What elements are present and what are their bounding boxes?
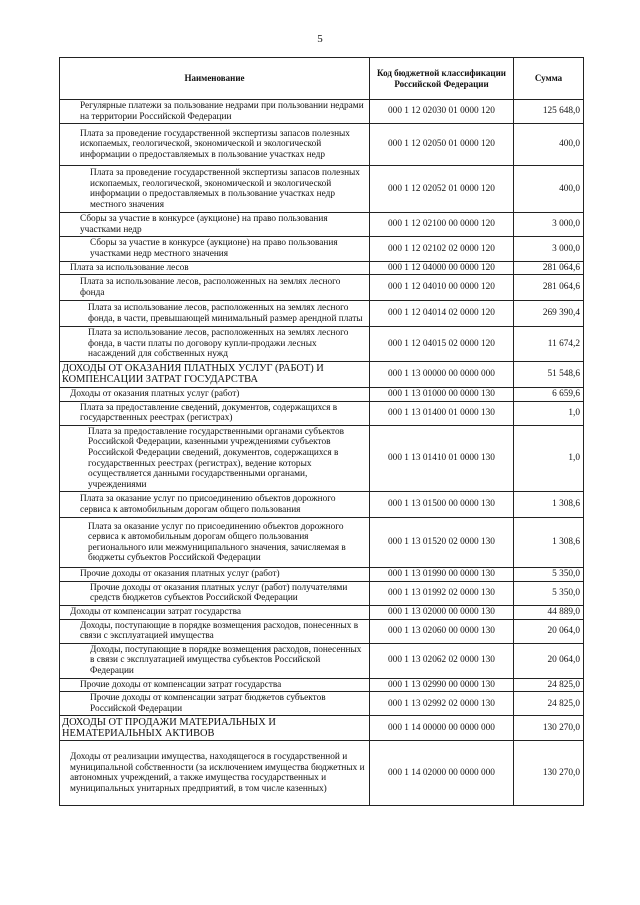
row-name: Плата за использование лесов, расположенных на землях лесного фонда, в части, превышающей минимальный размер арендной платы [60,301,370,327]
row-sum: 1 308,6 [514,518,584,568]
row-name: Плата за оказание услуг по присоединению объектов дорожного сервиса к автомобильным дорогам общего пользования регионального или межмуниципального значения, зачисляемая в бюджеты субъектов Российской Федерации [60,518,370,568]
row-code: 000 1 13 01400 01 0000 130 [370,401,514,425]
table-row [60,492,584,518]
table-row [60,692,584,716]
row-sum: 281 064,6 [514,261,584,275]
table-row [60,425,584,492]
header-code: Код бюджетной классификации Российской Федерации [370,58,514,100]
row-code: 000 1 12 02050 01 0000 120 [370,124,514,166]
row-code: 000 1 12 04015 02 0000 120 [370,327,514,362]
row-sum: 24 825,0 [514,678,584,692]
row-code: 000 1 12 02100 00 0000 120 [370,213,514,237]
row-code: 000 1 13 02990 00 0000 130 [370,678,514,692]
row-name: Прочие доходы от компенсации затрат государства [60,678,370,692]
table-row [60,568,584,582]
row-sum: 130 270,0 [514,741,584,806]
row-code: 000 1 14 00000 00 0000 000 [370,716,514,741]
row-name: Плата за использование лесов [60,261,370,275]
row-name: Плата за проведение государственной экспертизы запасов полезных ископаемых, геологической, экономической и экологической информации о предоставляемых в пользование участках недр [60,124,370,166]
row-code: 000 1 13 01410 01 0000 130 [370,425,514,492]
row-sum: 6 659,6 [514,387,584,401]
row-sum: 11 674,2 [514,327,584,362]
row-name: Плата за предоставление сведений, документов, содержащихся в государственных реестрах (регистрах) [60,401,370,425]
table-row [60,643,584,678]
row-sum: 1 308,6 [514,492,584,518]
row-sum: 269 390,4 [514,301,584,327]
table-row [60,581,584,605]
table-row [60,518,584,568]
row-code: 000 1 12 02030 01 0000 120 [370,100,514,124]
table-row [60,606,584,620]
table-header-row [60,58,584,100]
row-sum: 5 350,0 [514,581,584,605]
row-sum: 24 825,0 [514,692,584,716]
row-name: Доходы, поступающие в порядке возмещения расходов, понесенных в связи с эксплуатацией имущества субъектов Российской Федерации [60,643,370,678]
row-code: 000 1 13 02060 00 0000 130 [370,619,514,643]
row-name: Прочие доходы от компенсации затрат бюджетов субъектов Российской Федерации [60,692,370,716]
row-sum: 125 648,0 [514,100,584,124]
row-sum: 130 270,0 [514,716,584,741]
row-code: 000 1 13 01992 02 0000 130 [370,581,514,605]
row-code: 000 1 12 04000 00 0000 120 [370,261,514,275]
row-code: 000 1 13 00000 00 0000 000 [370,361,514,387]
row-code: 000 1 13 02000 00 0000 130 [370,606,514,620]
table-row [60,741,584,806]
row-name: Доходы, поступающие в порядке возмещения расходов, понесенных в связи с эксплуатацией имущества [60,619,370,643]
row-sum: 1,0 [514,401,584,425]
row-sum: 281 064,6 [514,275,584,301]
table-row [60,327,584,362]
table-row [60,361,584,387]
row-name: Доходы от оказания платных услуг (работ) [60,387,370,401]
row-code: 000 1 13 01000 00 0000 130 [370,387,514,401]
row-code: 000 1 14 02000 00 0000 000 [370,741,514,806]
table-row [60,401,584,425]
row-code: 000 1 12 02052 01 0000 120 [370,166,514,213]
row-name: Доходы от реализации имущества, находящегося в государственной и муниципальной собственности (за исключением имущества бюджетных и автономных учреждений, а также имущества государственных и муниципальных унитарных предприятий, в том числе казенных) [60,741,370,806]
row-sum: 3 000,0 [514,213,584,237]
row-name: Плата за использование лесов, расположенных на землях лесного фонда, в части платы по договору купли-продажи лесных насаждений для собственных нужд [60,327,370,362]
row-name: Плата за использование лесов, расположенных на землях лесного фонда [60,275,370,301]
row-name: Прочие доходы от оказания платных услуг (работ) получателями средств бюджетов субъектов Российской Федерации [60,581,370,605]
row-name: Регулярные платежи за пользование недрами при пользовании недрами на территории Российской Федерации [60,100,370,124]
row-sum: 20 064,0 [514,619,584,643]
row-name: Сборы за участие в конкурсе (аукционе) на право пользования участками недр местного значения [60,237,370,261]
table-row [60,100,584,124]
row-name: ДОХОДЫ ОТ ОКАЗАНИЯ ПЛАТНЫХ УСЛУГ (РАБОТ) И КОМПЕНСАЦИИ ЗАТРАТ ГОСУДАРСТВА [60,361,370,387]
table-row [60,237,584,261]
table-row [60,387,584,401]
row-code: 000 1 12 02102 02 0000 120 [370,237,514,261]
row-sum: 400,0 [514,124,584,166]
row-name: Плата за проведение государственной экспертизы запасов полезных ископаемых, геологической, экономической и экологической информации о предоставляемых в пользование участках недр местного значения [60,166,370,213]
table-row [60,716,584,741]
page-number: 5 [317,33,323,45]
row-name: Доходы от компенсации затрат государства [60,606,370,620]
row-code: 000 1 13 01990 00 0000 130 [370,568,514,582]
row-sum: 20 064,0 [514,643,584,678]
row-sum: 5 350,0 [514,568,584,582]
table-row [60,678,584,692]
table-row [60,124,584,166]
row-code: 000 1 13 02992 02 0000 130 [370,692,514,716]
table-row [60,619,584,643]
row-code: 000 1 12 04014 02 0000 120 [370,301,514,327]
table-row [60,301,584,327]
row-sum: 3 000,0 [514,237,584,261]
row-code: 000 1 13 02062 02 0000 130 [370,643,514,678]
header-sum: Сумма [514,58,584,100]
table-row [60,275,584,301]
row-code: 000 1 12 04010 00 0000 120 [370,275,514,301]
row-sum: 51 548,6 [514,361,584,387]
row-name: Плата за предоставление государственными органами субъектов Российской Федерации, казенными учреждениями субъектов Российской Федерации сведений, документов, содержащихся в государственных реестрах (регистрах), ведение которых осуществляется данными государственными органами, учреждениями [60,425,370,492]
header-name: Наименование [60,58,370,100]
row-code: 000 1 13 01520 02 0000 130 [370,518,514,568]
row-name: Плата за оказание услуг по присоединению объектов дорожного сервиса к автомобильным дорогам общего пользования [60,492,370,518]
table-row [60,213,584,237]
row-name: Прочие доходы от оказания платных услуг (работ) [60,568,370,582]
row-code: 000 1 13 01500 00 0000 130 [370,492,514,518]
budget-revenue-table [59,57,584,806]
row-name: Сборы за участие в конкурсе (аукционе) на право пользования участками недр [60,213,370,237]
row-sum: 1,0 [514,425,584,492]
row-sum: 44 889,0 [514,606,584,620]
table-row [60,166,584,213]
row-sum: 400,0 [514,166,584,213]
table-row [60,261,584,275]
row-name: ДОХОДЫ ОТ ПРОДАЖИ МАТЕРИАЛЬНЫХ И НЕМАТЕРИАЛЬНЫХ АКТИВОВ [60,716,370,741]
